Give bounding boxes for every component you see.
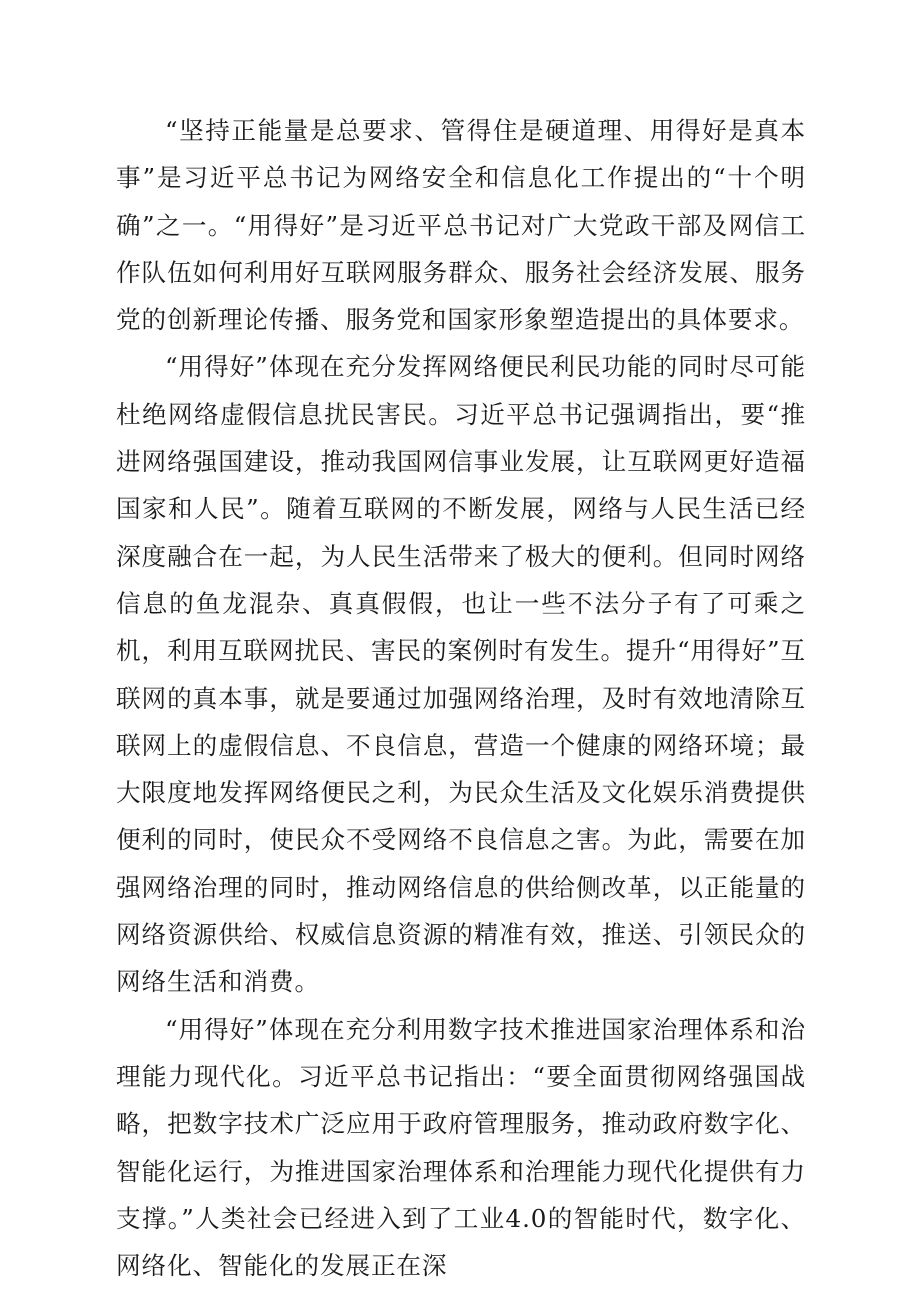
paragraph-2: “用得好”体现在充分发挥网络便民利民功能的同时尽可能杜绝网络虚假信息扰民害民。习近平总书记强调指出，要“推进网络强国建设，推动我国网信事业发展，让互联网更好造福国家和人民”。随着互联网的不断发展，网络与人民生活已经深度融合在一起，为人民生活带来了极大的便利。但同时网络信息的鱼龙混杂、真真假假，也让一些不法分子有了可乘之机，利用互联网扰民、害民的案例时有发生。提升“用得好”互联网的真本事，就是要通过加强网络治理，及时有效地清除互联网上的虚假信息、不良信息，营造一个健康的网络环境；最大限度地发挥网络便民之利，为民众生活及文化娱乐消费提供便利的同时，使民众不受网络不良信息之害。为此，需要在加强网络治理的同时，推动网络信息的供给侧改革，以正能量的网络资源供给、权威信息资源的精准有效，推送、引领民众的网络生活和消费。 bbox=[116, 352, 806, 997]
document-body bbox=[116, 107, 806, 1289]
paragraph-3: “用得好”体现在充分利用数字技术推进国家治理体系和治理能力现代化。习近平总书记指出：“要全面贯彻网络强国战略，把数字技术广泛应用于政府管理服务，推动政府数字化、智能化运行，为推进国家治理体系和治理能力现代化提供有力支撑。”人类社会已经进入到了工业4.0的智能时代，数字化、网络化、智能化的发展正在深 bbox=[116, 1014, 806, 1281]
paragraph-1: “坚持正能量是总要求、管得住是硬道理、用得好是真本事”是习近平总书记为网络安全和信息化工作提出的“十个明确”之一。“用得好”是习近平总书记对广大党政干部及网信工作队伍如何利用好互联网服务群众、服务社会经济发展、服务党的创新理论传播、服务党和国家形象塑造提出的具体要求。 bbox=[116, 116, 806, 335]
